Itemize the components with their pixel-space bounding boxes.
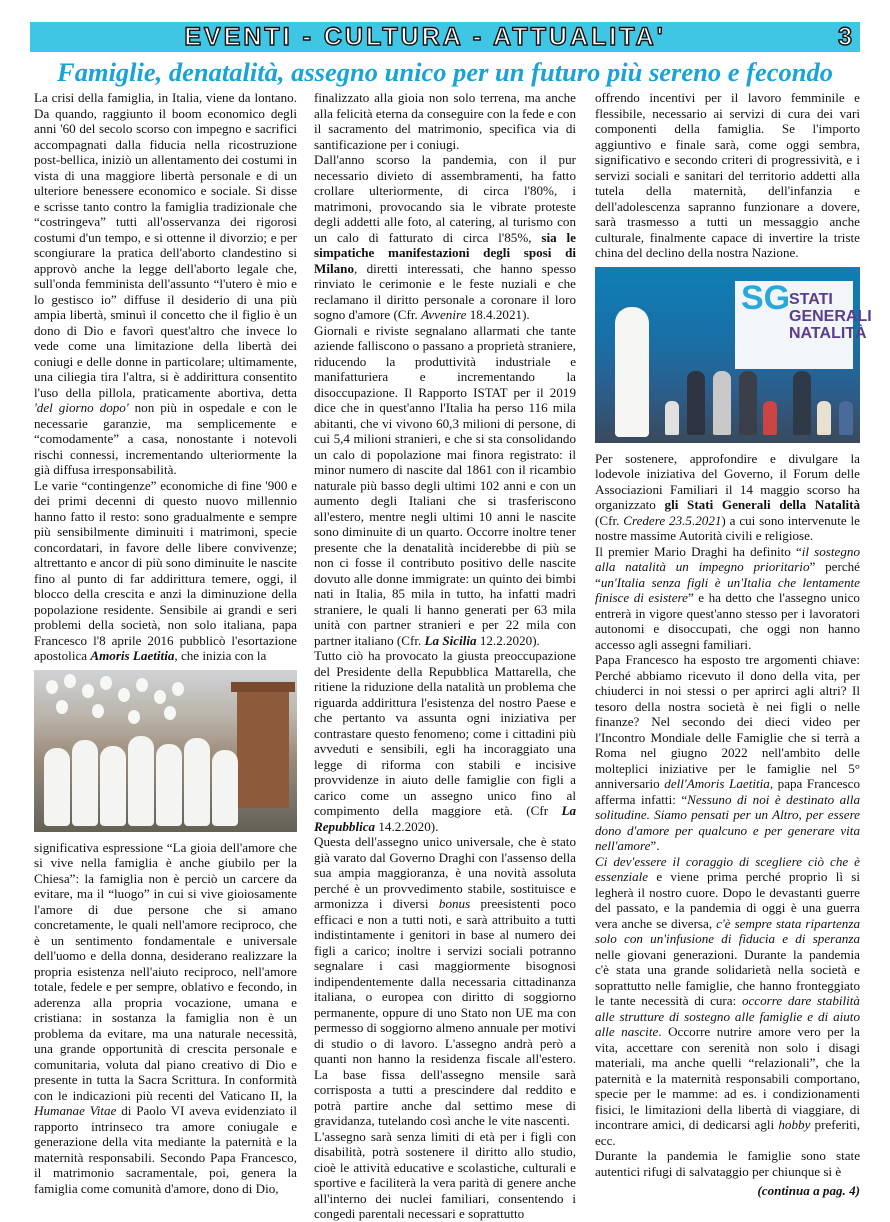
article-column-1 bbox=[34, 90, 297, 1196]
paragraph: Questa dell'assegno unico universale, che è stato già varato dal Governo Draghi con l'assenso della sua ampia maggioranza, è una novità assoluta perché è un provvedimento stabile, sostituisce e armonizza i diversi bonus preesistenti poco efficaci e non a tutti noti, e sarà attribuito a tutti indistintamente i genitori in base al numero dei figli a carico; inoltre i servizi sociali potranno segnalare i casi maggiormente bisognosi indipendentemente dalla necessaria cittadinanza italiana, o europea con diritto di soggiorno permanente, oppure di uno Stato non UE ma con permesso di soggiorno almeno annuale per motivi di studio o di lavoro. L'assegno andrà però a quanti non hanno la residenza fiscale all'estero. La base fissa dell'assegno mensile sarà corrisposta a tutti a prescindere dal reddito e potrà partire anche dal settimo mese di gravidanza, tutelando così anche le vite nascenti. bbox=[314, 834, 576, 1128]
article-column-2 bbox=[314, 90, 576, 1222]
continued-note: (continua a pag. 4) bbox=[757, 1183, 860, 1198]
paragraph: Le varie “contingenze” economiche di fine '900 e dei primi decenni di questo nuovo millennio hanno fatto il resto: sono gradualmente e sempre più sensibilmente diminuiti i matrimoni, specie concordatari, in favore delle libere convivenze; altrettanto e ancor di più sono diminuite le nascite fino al punto di far addirittura temere, oggi, il blocco della crescita e anzi la diminuzione della popolazione residente. Sensibile ai grandi e seri problemi della società, non solo italiana, papa Francesco l'8 aprile 2016 pubblicò l'esortazione apostolica Amoris Laetitia, che inizia con la bbox=[34, 477, 297, 663]
paragraph: Tutto ciò ha provocato la giusta preoccupazione del Presidente della Repubblica Mattarella, che ritiene la riduzione della natalità un problema che riguarda addirittura l'esistenza del nostro Paese e che pertanto va assunta ogni iniziativa per contrastare questo fenomeno; come i cittadini più avveduti e sensibili, egli ha incoraggiato una legge di riforma con stabili e incisive provvidenze in aiuto delle famiglie con figli a carico come un assegno unico fino al compimento della maggiore età. (Cfr La Repubblica 14.2.2020). bbox=[314, 648, 576, 834]
article-headline: Famiglie, denatalità, assegno unico per un futuro più sereno e fecondo bbox=[57, 57, 833, 87]
paragraph: L'assegno sarà senza limiti di età per i figli con disabilità, potrà sostenere il diritto allo studio, cioè le attività educative e scolastiche, culturali e sportive e faciliterà la vera parità di genere anche all'interno dei nuclei familiari, consentendo i congedi parentali necessari e soprattutto bbox=[314, 1128, 576, 1221]
brides-protest-photo bbox=[34, 670, 297, 832]
paragraph: Ci dev'essere il coraggio di scegliere ciò che è essenziale e viene prima perché proprio lì si legherà il nostro cuore. Dopo le devastanti guerre del passato, e la pandemia di oggi è una guerra vera anche se diversa, c'è sempre stata ripartenza solo con un'infusione di fiducia e di speranza nelle giovani generazioni. Durante la pandemia c'è stata una grande solidarietà nella società e soprattutto nelle famiglie, che hanno fronteggiato le tante necessità di cura: occorre dare stabilità alle strutture di sostegno alle famiglie e di aiuto alle nascite. Occorre nutrire amore vero per la vita, accettare con serenità non solo i disagi materiali, ma anche quelli “relazionali”, che la paternità e la maternità responsabili comportano, specie per le mamme: ad es. i condizionamenti fisici, le limitazioni della libertà di viaggiare, di incontrare amici, di dedicarsi agli hobby preferiti, ecc. bbox=[595, 853, 860, 1148]
article-column-3 bbox=[595, 90, 872, 1199]
stati-generali-photo bbox=[595, 267, 872, 443]
section-title: EVENTI - CULTURA - ATTUALITA' bbox=[184, 23, 666, 51]
castle-tower bbox=[237, 688, 289, 808]
paragraph: Dall'anno scorso la pandemia, con il pur necessario divieto di assembramenti, ha fatto crollare ulteriormente, di circa l'80%, i matrimoni, provocando sia le vibrate proteste degli addetti alle foto, al catering, al turismo con un calo di fatturato di circa l'85%, sia le simpatiche manifestazioni degli sposi di Milano, diretti interessati, che hanno spesso rinviato le cerimonie e le feste nuziali e che reclamano il diritto personale a coronare il loro sogno d'amore (Cfr. Avvenire 18.4.2021). bbox=[314, 152, 576, 322]
pope-figure bbox=[615, 307, 649, 437]
paragraph: Durante la pandemia le famiglie sono state autentici rifugi di salvataggio per chiunque si è bbox=[595, 1148, 860, 1179]
paragraph: Per sostenere, approfondire e divulgare la lodevole iniziativa del Governo, il Forum delle Associazioni Familiari il 14 maggio scorso ha organizzato gli Stati Generali della Natalità (Cfr. Credere 23.5.2021) a cui sono intervenute le nostre massime Autorità civili e religiose. bbox=[595, 450, 861, 543]
paragraph: Giornali e riviste segnalano allarmati che tante aziende falliscono o passano a proprietà straniere, riducendo la produttività industriale e manifatturiera e incrementando la disoccupazione. Il Rapporto ISTAT per il 2019 dice che in quest'anno l'Italia ha perso 116 mila abitanti, che vi vivono 60,3 milioni di persone, di cui 5,4 milioni stranieri, e che si sta consolidando un calo di popolazione mai finora registrato: il minor numero di nascite dal 1861 con il ricambio naturale più basso degli ultimi 102 anni e con un aumento degli Italiani che si trasferiscono all'estero, mentre negli ultimi 10 anni le nascite sono diminuite di un quarto. Occorre inoltre tener presente che la denatalità inciderebbe di più se non ci fosse il contributo positivo delle nascite dovuto alle donne immigrate: un quinto dei bimbi nati in Italia, 85 mila in tutto, ha infatti madri straniere, le quali li hanno generati per 63 mila unità con partner stranieri e per 22 mila con partner italiano (Cfr. La Sicilia 12.2.2020). bbox=[314, 322, 576, 648]
paragraph: Il premier Mario Draghi ha definito “il sostegno alla natalità un impegno prioritario” perché “un'Italia senza figli è un'Italia che lentamente finisce di esistere” e ha detto che l'assegno unico entrerà in vigore quest'anno stesso per i lavoratori autonomi e disoccupati, che oggi non hanno accesso agli assegni familiari. bbox=[595, 543, 860, 652]
paragraph: Papa Francesco ha esposto tre argomenti chiave: Perché abbiamo ricevuto il dono della vita, per chiuderci in noi stessi o per aprirci agli altri? Il tesoro della nostra società è nei figli o nelle finanze? Nel secondo dei dieci video per l'Incontro Mondiale delle Famiglie che si terrà a Roma nel giugno 2022 nell'ambito delle molteplici iniziative per le famiglie nel 5° anniversario dell'Amoris Laetitia, papa Francesco afferma infatti: “Nessuno di noi è destinato alla solitudine. Siamo pensati per un Altro, per essere dono d'amore per qualcuno e per generare vita nell'amore”. bbox=[595, 652, 860, 853]
page-number: 3 bbox=[838, 23, 852, 51]
paragraph: finalizzato alla gioia non solo terrena, ma anche alla felicità eterna da conseguire con la fede e con il sacramento del matrimonio, specifica via di santificazione per i coniugi. bbox=[314, 90, 576, 152]
section-header bbox=[30, 22, 860, 52]
paragraph: offrendo incentivi per il lavoro femminile e flessibile, necessario ai servizi di cura dei vari componenti della famiglia. Se l'importo aggiuntivo e finale sarà, come oggi sembra, significativo e secondo criteri di progressività, e i servizi sociali e sanitari del territorio addetti alla tutela della maternità, dell'infanzia e dell'adolescenza sapranno funzionare a dovere, sarà trasmesso a tutti un messaggio anche culturale, finalmente capace di invertire la triste china del declino della nostra Nazione. bbox=[595, 90, 860, 260]
stati-generali-logo: SG STATI GENERALI NATALITÀ bbox=[735, 281, 853, 369]
paragraph: significativa espressione “La gioia dell'amore che si vive nella famiglia è anche giubilo per la Chiesa”: la famiglia non è perciò un carcere da evitare, ma il “luogo” in cui si vive gioiosamente l'amore di due persone che si amano concretamente, le quali nell'amore reciproco, che è un sentimento fondamentale e universale dell'uomo e della donna, desiderano realizzare la propria esistenza nell'aiuto reciproco, nell'amore totale, fedele e per sempre, oblativo e fecondo, in aderenza alla propria vocazione, umana e cristiana: in sostanza la famiglia non è un problema da evitare, ma una naturale necessità, una grande opportunità di crescita personale e comunitaria, voluta dal piano creativo di Dio e presente in tutta la Sacra Scrittura. In conformità con le indicazioni più recenti del Vaticano II, la Humanae Vitae di Paolo VI aveva evidenziato il rapporto intrinseco tra amore coniugale e generazione della vita mediante la paternità e la maternità responsabili. Secondo Papa Francesco, il matrimonio sacramentale, poi, genera la famiglia come comunità d'amore, dono di Dio, bbox=[34, 839, 297, 1196]
paragraph: La crisi della famiglia, in Italia, viene da lontano. Da quando, raggiunto il boom economico degli anni '60 del secolo scorso con impegno e sacrifici accompagnati dalla fiducia nella ricostruzione post-bellica, iniziò un allentamento dei costumi in vista di una maggiore libertà personale e di un ulteriore benessere economico e sociale. Si disse e scrisse tanto contro la famiglia tradizionale che “costringeva” tutti all'osservanza dei rigorosi costumi d'un tempo, e si ottenne il divorzio; e per scongiurare la pratica dell'aborto clandestino si approvò anche la legge dell'aborto legale che, sull'onda femminista dell'assunto “l'utero è mio e lo gestisco io” diffuse il desiderio di una più ampia libertà, sminuì il concetto che il figlio è un dono di Dio e favorì quest'altro che invece lo vede come una limitazione della libertà dei coniugi e delle donne in particolare; ultimamente, una ciliegia tira l'altra, si è addirittura consentito l'uso della pillola, praticamente abortiva, detta 'del giorno dopo' non più in ospedale e con le necessarie garanzie, ma semplicemente e “comodamente” a casa, nonostante i notevoli rischi connessi, incrementando ulteriormente la già diffusa irresponsabilità. bbox=[34, 90, 297, 477]
